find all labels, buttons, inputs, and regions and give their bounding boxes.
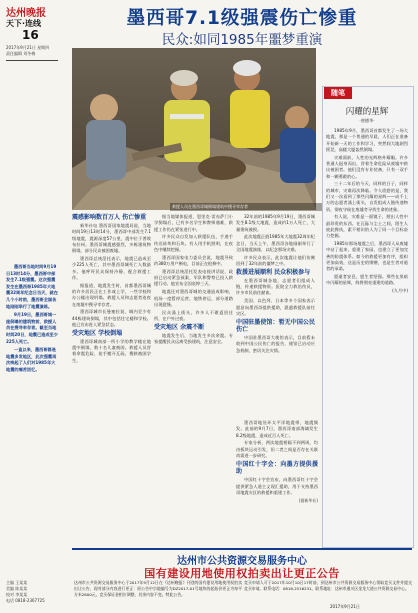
announcement-title: 国有建设用地使用权拍卖出让更正公告 [144, 567, 340, 580]
sidebar-author: ·唐德华· [359, 118, 375, 123]
footer-line: 主编 王某某 [6, 580, 28, 585]
article-subheading: 中国驻墨使馆：暂无中国公民伤亡 [236, 318, 315, 334]
article-paragraph: 墨西哥城南部一所小学的教学楼在地震中倒塌，数十名儿童被困。救援人员冒着余震危险，徒手搬开瓦砾，搜救被困学生。 [72, 338, 151, 363]
article-paragraph: 新华社电 墨西哥国家地震局说，当地时间19日13时14分，墨西哥中部发生7.1级地震，震源深度57公里，震中位于普埃布拉州。墨西哥城震感强烈，多栋建筑物倒塌，部分民众被困废墟。 [72, 223, 151, 254]
page-number: 16 [22, 28, 39, 42]
article-subheading: 震感影响数百万人 伤亡惨重 [72, 214, 147, 221]
article-column-3 [236, 214, 315, 356]
footer-line: 美编 陈某某 [6, 586, 28, 591]
sidebar-tag: 随笔 [324, 87, 352, 99]
sidebar-paragraph: 有人说，灾难是一面镜子，照出人性中最珍贵的东西。在瓦砾与尘土之间，陌生人彼此搀扶，素不相识的人为了同一个目标奋力挖掘。 [326, 214, 408, 239]
article-paragraph: 32年前的1985年9月19日，墨西哥城发生8.1级大地震，造成约1万人死亡，大量建筑被毁。 [236, 214, 315, 232]
date-text: 2017年9月21日 星期四 [6, 45, 50, 50]
article-paragraph: 地震发生后，当地发生多次余震。专家提醒民众远离受损建筑，注意安全。 [154, 332, 233, 345]
sidebar-signoff: (九月中) [392, 288, 408, 294]
article-paragraph: 墨西哥总统涅托发表电视讲话说，政府已启动紧急预案，军队和警察已投入救援行动。他宣布全国哀悼三天。 [154, 268, 233, 287]
news-photo [72, 48, 316, 210]
editor-text: 责任编辑 刘冬梅 [6, 51, 36, 56]
footer-line: 电话 0818-2367725 [6, 598, 45, 603]
article-paragraph: 在墨西哥城各地，志愿者们组成人链，传递救援物资。医院全力救治伤员，许多市民前往献血。 [236, 277, 315, 296]
announcement-left-text: 达州市公共资源交易服务中心于2017年9月12日在《达州晚报》刊登的国有建设用地使用权拍卖出让公告，现对部分内容进行更正：原公告中宗地编号为DZ2017-01号地块的起始价更正为每平方米2800元，竞买保证金相应调整，其余内容不变。特此公告。 [74, 580, 242, 597]
left-paragraph: 9月19日，墨西哥城一座倒塌的建筑物前，救援人员在搜寻幸存者。截至当地时间20日，地震已造成至少225人死亡。 [6, 312, 58, 344]
section-name: 天下·连线 [6, 19, 42, 28]
left-paragraph: 一直以来，墨西哥都是地震多发地区，此次强震再次唤起了人们对1985年大地震的痛苦回忆。 [6, 347, 57, 372]
article-paragraph: 墨西哥城市长曼塞拉说，城内至少有44栋建筑倒塌，其中包括住宅楼和学校。他已宣布进入紧急状态。 [72, 309, 151, 327]
article-paragraph: 墨西哥地处环太平洋地震带，地震频发。此前的9月7日，墨西哥南部海域发生8.2级地震，造成近百人死亡。 [236, 420, 318, 438]
sidebar-body [326, 128, 408, 294]
article-column-1 [72, 214, 151, 365]
article-subheading: 中国红十字会：向墨方提供援助 [236, 460, 318, 476]
article-byline: (据新华社) [298, 497, 318, 503]
article-paragraph: 墨西哥国家电力委员会说，地震导致约380万用户断电，目前正在抢修中。 [154, 254, 233, 267]
announcement-date: 2017年9月21日 [330, 604, 360, 609]
sidebar-paragraph: 三十二年后的今天，同样的日子，同样的城市，灾难再次降临。令人欣慰的是，我们又一次看到了那些闪耀的星辉——成千上万的志愿者涌上街头，自发组成人链传递物资，彻夜守候在废墟旁寻找生命的迹象。 [326, 181, 408, 212]
photo-caption: 救援人员在墨西哥城倒塌建筑中搜寻幸存者 [170, 203, 324, 211]
article-paragraph: 许多民众表示，此次地震让他们仿佛回到了32年前的噩梦之中。 [236, 254, 315, 267]
article-paragraph: 美国、以色列、日本等多个国家表示愿意向墨西哥提供援助，派遣救援队前往灾区。 [236, 298, 315, 316]
left-paragraph: 墨西哥当地时间9月19日13时14分，墨西哥中部发生7.1级强震。这次强震发生在墨西哥1985年大地震32周年纪念日当天，就在几个小时前，墨西哥全国各地刚刚举行了地震演练。 [6, 264, 58, 309]
sub-headline: 民众:如同1985年噩梦重演 [161, 32, 323, 48]
article-paragraph: 地震还对墨西哥城的交通造成影响，机场一度暂停运营，地铁停运，部分道路出现裂缝。 [154, 289, 233, 307]
article-subheading: 受灾地区 余震不断 [154, 323, 205, 331]
article-subheading: 受灾地区 学校倒塌 [72, 329, 123, 337]
article-subheading: 救援进展顺利 民众积极参与 [236, 268, 311, 276]
dateline [6, 45, 60, 57]
left-footer [6, 580, 58, 604]
left-divider [6, 60, 58, 61]
article-paragraph: 此次地震正值1985年大地震32周年纪念日，当天上午，墨西哥各地刚刚举行了全国地震演练，以纪念那场灾难。 [236, 234, 315, 252]
article-paragraph: 许多民众自发加入救援队伍，手递手传送砖块和石块。有人用手机照明，在夜色中继续挖掘。 [154, 234, 233, 252]
sidebar-paragraph: 1985年那场地震之后，墨西哥人从废墟中站了起来，重建了家园，也建立了更加完善的防震体系。如今的救援更加有序，组织更加高效，这是历史的馈赠，也是生者对逝者的承诺。 [326, 241, 408, 272]
announcement-right-text: 竞买申请人可于2017年10月10日17时前，到达州市公共资源交易服务中心领取竞买文件并提交竞买申请。联系电话：0818-2516231。联系地址：达州市通川区金龙大道公共资源交易中心。 [244, 580, 412, 591]
article-paragraph: 民众涌上街头，许多人不敢返回住所，在户外过夜。 [154, 309, 233, 321]
sidebar-title: 闪耀的星辉 [345, 107, 389, 117]
article-paragraph: 据报道，地震发生时，首都墨西哥城的许多居民正在工作或上学，一些学校和办公楼出现坍塌。救援人员和志愿者连夜在废墟中搜寻幸存者。 [72, 282, 151, 307]
article-paragraph: 据当地媒体报道，恩里克·雷布萨门小学倒塌后，已有多名学生和教师遇难，救援工作仍在紧张进行中。 [154, 214, 233, 232]
sidebar-paragraph: 愿逝者安息，愿生者坚强。那些在黑暗中闪耀的星辉，终将照亮重建的道路。 [326, 274, 408, 286]
footer-line: 校对 李某某 [6, 592, 28, 597]
newspaper-logo: 达州晚报 [6, 8, 46, 19]
article-paragraph: 中国红十字会宣布，向墨西哥红十字会提供紧急人道主义现汇援助，用于支持墨西哥地震灾区的救援和重建工作。 [236, 477, 318, 495]
announcement-org: 达州市公共资源交易服务中心 [177, 556, 307, 567]
article-column-4 [236, 420, 318, 504]
article-column-2 [154, 214, 233, 347]
main-headline: 墨西哥7.1级强震伤亡惨重 [126, 8, 358, 29]
sidebar-paragraph: 灾难面前，人性的光辉格外耀眼。许多普通人挺身而出，冒着生命危险从废墟中救出被困者。他们没有专业装备，只有一双手和一颗勇敢的心。 [326, 154, 408, 179]
left-summary [6, 264, 58, 376]
sidebar-paragraph: 1985年9月，墨西哥首都发生了一场大地震。那是一个普通的早晨，人们正在准备开始新一天的工作和学习，突然间大地剧烈摇晃，高楼大厦轰然倒塌。 [326, 128, 408, 152]
article-paragraph: 专家分析，两次地震相隔不到两周，均由板块运动引发，但二者之间是否存在关联尚需进一步研究。 [236, 440, 318, 458]
article-paragraph: 墨西哥总统涅托表示，地震已造成至少225人死亡，其中墨西哥城死亡人数最多。他呼吁民众保持冷静，配合救援工作。 [72, 255, 151, 280]
article-paragraph: 中国驻墨西哥大使馆表示，目前暂未收到中国公民伤亡的报告，使馆已启动应急机制，密切关注灾情。 [236, 335, 315, 353]
rescue-scene-image [72, 48, 316, 210]
